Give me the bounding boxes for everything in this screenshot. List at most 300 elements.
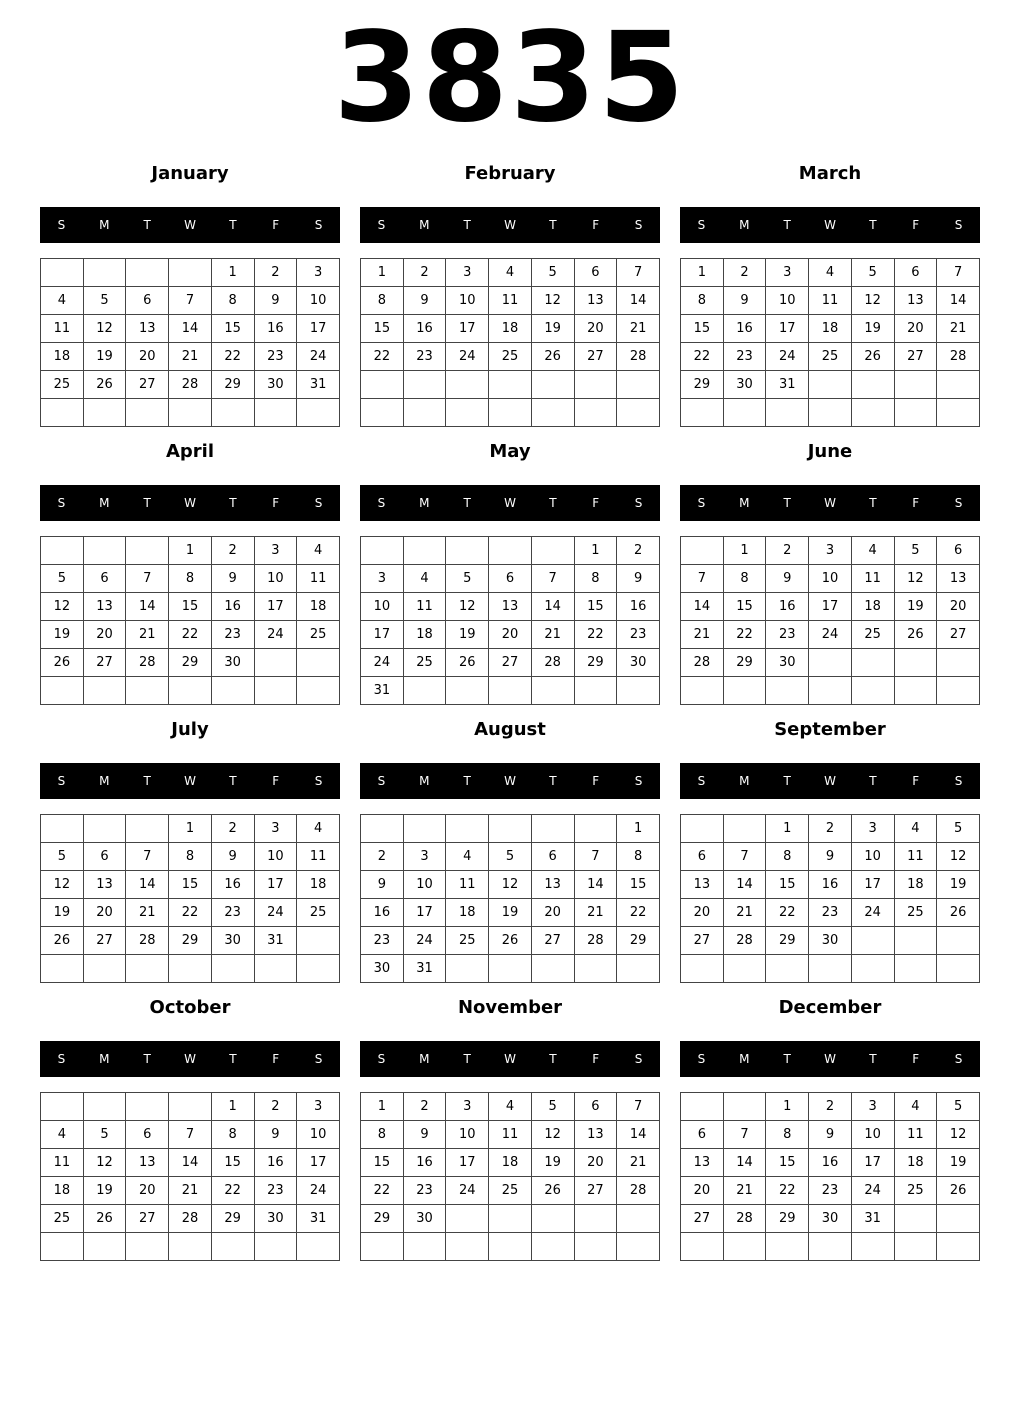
day-cell: 11 — [403, 593, 446, 621]
day-cell: 4 — [489, 1093, 532, 1121]
day-cell: 18 — [297, 871, 340, 899]
day-cell — [894, 371, 937, 399]
month-name: April — [165, 441, 215, 462]
week-row — [361, 677, 660, 705]
day-cell: 3 — [446, 259, 489, 287]
day-cell: 25 — [851, 621, 894, 649]
day-cell: 5 — [83, 287, 126, 315]
day-cell: 27 — [574, 343, 617, 371]
weekday-label: M — [739, 774, 750, 788]
day-cell: 19 — [851, 315, 894, 343]
day-cell — [297, 955, 340, 983]
day-cell: 25 — [41, 371, 84, 399]
day-cell — [937, 1205, 980, 1233]
day-cell: 18 — [894, 1149, 937, 1177]
day-grid — [360, 814, 660, 983]
day-cell: 12 — [937, 843, 980, 871]
week-row — [41, 399, 340, 427]
weekday-label: T — [463, 774, 471, 788]
week-row — [41, 259, 340, 287]
weekday-label: S — [634, 218, 643, 232]
day-cell: 20 — [894, 315, 937, 343]
day-cell: 29 — [766, 1205, 809, 1233]
weekday-header — [680, 207, 980, 243]
month-name: March — [798, 163, 862, 184]
day-cell: 27 — [937, 621, 980, 649]
day-cell: 28 — [723, 1205, 766, 1233]
day-cell: 12 — [851, 287, 894, 315]
day-cell: 22 — [169, 621, 212, 649]
day-cell: 3 — [446, 1093, 489, 1121]
weekday-label: T — [869, 774, 877, 788]
weekday-label: S — [954, 496, 963, 510]
day-cell: 5 — [83, 1121, 126, 1149]
day-cell — [574, 1233, 617, 1261]
week-row — [361, 1149, 660, 1177]
day-cell — [83, 1093, 126, 1121]
day-cell: 12 — [531, 1121, 574, 1149]
weekday-label: F — [272, 1052, 280, 1066]
day-cell: 10 — [403, 871, 446, 899]
day-cell — [531, 955, 574, 983]
day-cell — [361, 537, 404, 565]
day-cell — [851, 1233, 894, 1261]
day-cell: 8 — [361, 1121, 404, 1149]
weekday-label: T — [229, 496, 237, 510]
month-name: December — [778, 997, 882, 1018]
week-row — [361, 899, 660, 927]
day-cell: 7 — [126, 565, 169, 593]
day-cell: 31 — [403, 955, 446, 983]
weekday-label: M — [99, 218, 110, 232]
week-row — [361, 259, 660, 287]
day-cell: 4 — [41, 287, 84, 315]
day-cell — [574, 399, 617, 427]
day-cell — [361, 399, 404, 427]
day-cell — [403, 1233, 446, 1261]
day-cell: 5 — [41, 565, 84, 593]
week-row — [41, 565, 340, 593]
day-cell — [41, 1233, 84, 1261]
day-cell — [489, 371, 532, 399]
day-cell: 20 — [489, 621, 532, 649]
weekday-label: S — [634, 774, 643, 788]
day-cell: 14 — [617, 1121, 660, 1149]
day-cell: 26 — [937, 1177, 980, 1205]
day-cell — [83, 537, 126, 565]
week-row — [361, 1177, 660, 1205]
day-cell — [211, 1233, 254, 1261]
day-cell — [41, 815, 84, 843]
day-cell — [169, 677, 212, 705]
weekday-header — [360, 763, 660, 799]
weekday-label: S — [377, 1052, 386, 1066]
day-cell: 28 — [937, 343, 980, 371]
day-cell: 13 — [489, 593, 532, 621]
day-cell — [41, 955, 84, 983]
day-cell: 16 — [211, 593, 254, 621]
day-cell: 11 — [446, 871, 489, 899]
week-row — [41, 1093, 340, 1121]
day-cell: 3 — [809, 537, 852, 565]
day-cell — [361, 1233, 404, 1261]
day-cell: 26 — [894, 621, 937, 649]
day-cell: 17 — [254, 871, 297, 899]
day-cell: 29 — [723, 649, 766, 677]
day-cell — [574, 955, 617, 983]
day-cell — [617, 955, 660, 983]
week-row — [361, 399, 660, 427]
day-cell — [723, 815, 766, 843]
day-cell: 31 — [254, 927, 297, 955]
day-cell: 22 — [766, 899, 809, 927]
day-cell: 23 — [403, 1177, 446, 1205]
day-cell: 21 — [617, 315, 660, 343]
day-cell: 12 — [531, 287, 574, 315]
weekday-label: T — [143, 774, 151, 788]
day-cell: 6 — [681, 843, 724, 871]
week-row — [41, 537, 340, 565]
day-cell: 28 — [681, 649, 724, 677]
day-cell: 9 — [254, 287, 297, 315]
day-cell — [531, 1205, 574, 1233]
day-cell: 2 — [723, 259, 766, 287]
day-cell: 21 — [723, 899, 766, 927]
day-cell: 23 — [809, 899, 852, 927]
day-cell: 8 — [723, 565, 766, 593]
day-cell — [489, 1233, 532, 1261]
day-cell: 15 — [574, 593, 617, 621]
day-cell: 21 — [531, 621, 574, 649]
day-cell: 9 — [766, 565, 809, 593]
day-cell: 5 — [446, 565, 489, 593]
day-cell: 16 — [254, 1149, 297, 1177]
day-cell — [254, 677, 297, 705]
weekday-label: S — [697, 774, 706, 788]
day-cell: 31 — [851, 1205, 894, 1233]
day-cell: 24 — [851, 1177, 894, 1205]
day-cell: 27 — [126, 1205, 169, 1233]
day-cell: 12 — [41, 871, 84, 899]
day-cell — [937, 955, 980, 983]
week-row — [361, 1093, 660, 1121]
day-cell: 13 — [531, 871, 574, 899]
day-cell: 28 — [574, 927, 617, 955]
day-cell: 26 — [851, 343, 894, 371]
day-cell: 2 — [403, 1093, 446, 1121]
day-cell: 22 — [574, 621, 617, 649]
day-cell — [894, 677, 937, 705]
day-cell: 16 — [211, 871, 254, 899]
weekday-label: M — [99, 496, 110, 510]
weekday-label: S — [377, 496, 386, 510]
day-cell: 10 — [361, 593, 404, 621]
day-cell: 8 — [361, 287, 404, 315]
week-row — [361, 343, 660, 371]
weekday-label: S — [57, 774, 66, 788]
weekday-header — [680, 1041, 980, 1077]
week-row — [41, 621, 340, 649]
day-cell: 24 — [446, 1177, 489, 1205]
day-cell — [531, 677, 574, 705]
week-row — [41, 677, 340, 705]
day-cell — [809, 649, 852, 677]
day-cell: 12 — [41, 593, 84, 621]
day-cell: 25 — [403, 649, 446, 677]
day-cell: 27 — [83, 927, 126, 955]
day-cell: 22 — [169, 899, 212, 927]
weekday-label: S — [57, 1052, 66, 1066]
day-cell — [723, 1093, 766, 1121]
week-row — [41, 815, 340, 843]
day-cell: 10 — [446, 287, 489, 315]
day-cell: 24 — [254, 621, 297, 649]
day-cell: 11 — [894, 843, 937, 871]
month-name: June — [807, 441, 853, 462]
week-row — [681, 927, 980, 955]
weekday-label: S — [634, 1052, 643, 1066]
week-row — [681, 343, 980, 371]
day-cell: 2 — [809, 1093, 852, 1121]
day-cell — [617, 677, 660, 705]
weekday-label: S — [314, 218, 323, 232]
day-cell: 3 — [254, 537, 297, 565]
day-cell: 20 — [83, 621, 126, 649]
day-cell: 20 — [681, 899, 724, 927]
day-cell: 22 — [681, 343, 724, 371]
day-cell: 5 — [894, 537, 937, 565]
day-cell: 8 — [169, 843, 212, 871]
weekday-label: T — [549, 774, 557, 788]
day-cell: 30 — [211, 927, 254, 955]
day-cell: 19 — [531, 1149, 574, 1177]
day-cell: 16 — [361, 899, 404, 927]
day-cell: 6 — [894, 259, 937, 287]
day-cell — [723, 1233, 766, 1261]
day-cell: 19 — [489, 899, 532, 927]
day-cell: 7 — [723, 843, 766, 871]
day-cell: 18 — [403, 621, 446, 649]
day-cell: 23 — [617, 621, 660, 649]
day-cell: 26 — [531, 1177, 574, 1205]
day-cell — [211, 677, 254, 705]
weekday-label: T — [869, 218, 877, 232]
weekday-label: T — [229, 1052, 237, 1066]
day-cell — [894, 1233, 937, 1261]
day-cell: 23 — [211, 621, 254, 649]
day-cell: 8 — [617, 843, 660, 871]
weekday-label: T — [143, 496, 151, 510]
week-row — [681, 1205, 980, 1233]
day-cell — [574, 1205, 617, 1233]
day-cell: 5 — [851, 259, 894, 287]
week-row — [41, 315, 340, 343]
day-cell: 24 — [297, 1177, 340, 1205]
day-cell: 4 — [489, 259, 532, 287]
week-row — [41, 843, 340, 871]
day-cell — [489, 677, 532, 705]
weekday-label: F — [912, 218, 920, 232]
week-row — [41, 1205, 340, 1233]
day-cell: 29 — [169, 649, 212, 677]
weekday-label: T — [869, 496, 877, 510]
day-cell: 17 — [446, 315, 489, 343]
weekday-label: F — [592, 1052, 600, 1066]
month-name: November — [457, 997, 563, 1018]
day-cell: 8 — [211, 1121, 254, 1149]
day-cell: 28 — [723, 927, 766, 955]
week-row — [361, 1233, 660, 1261]
day-cell: 10 — [297, 287, 340, 315]
day-cell: 22 — [211, 1177, 254, 1205]
day-cell — [617, 1233, 660, 1261]
weekday-label: M — [739, 496, 750, 510]
day-cell: 13 — [126, 315, 169, 343]
day-cell: 19 — [894, 593, 937, 621]
day-cell: 3 — [403, 843, 446, 871]
day-cell: 4 — [894, 815, 937, 843]
day-cell: 24 — [361, 649, 404, 677]
day-cell: 20 — [574, 315, 617, 343]
day-cell: 19 — [937, 871, 980, 899]
week-row — [41, 287, 340, 315]
day-cell: 16 — [617, 593, 660, 621]
day-cell: 23 — [254, 1177, 297, 1205]
week-row — [681, 621, 980, 649]
day-cell: 5 — [531, 1093, 574, 1121]
day-cell — [531, 399, 574, 427]
day-cell: 18 — [851, 593, 894, 621]
day-cell — [894, 399, 937, 427]
day-grid — [680, 814, 980, 983]
day-cell: 26 — [937, 899, 980, 927]
day-cell: 6 — [126, 1121, 169, 1149]
day-cell: 28 — [169, 1205, 212, 1233]
day-cell: 14 — [169, 315, 212, 343]
day-cell — [83, 815, 126, 843]
day-cell: 5 — [41, 843, 84, 871]
week-row — [41, 1149, 340, 1177]
weekday-label: W — [504, 1052, 516, 1066]
day-cell — [446, 815, 489, 843]
day-cell: 22 — [723, 621, 766, 649]
week-row — [41, 1121, 340, 1149]
day-cell: 12 — [894, 565, 937, 593]
day-cell: 27 — [681, 1205, 724, 1233]
weekday-label: S — [954, 1052, 963, 1066]
day-cell — [446, 537, 489, 565]
day-cell: 15 — [617, 871, 660, 899]
day-cell: 20 — [531, 899, 574, 927]
day-cell — [254, 399, 297, 427]
weekday-label: S — [697, 496, 706, 510]
day-cell: 26 — [446, 649, 489, 677]
day-cell: 2 — [617, 537, 660, 565]
day-cell: 21 — [723, 1177, 766, 1205]
day-cell: 17 — [851, 871, 894, 899]
day-cell: 19 — [83, 1177, 126, 1205]
day-cell — [169, 259, 212, 287]
weekday-label: S — [377, 218, 386, 232]
day-cell: 15 — [169, 871, 212, 899]
day-cell: 29 — [211, 1205, 254, 1233]
week-row — [361, 1205, 660, 1233]
day-cell — [617, 371, 660, 399]
day-cell — [809, 1233, 852, 1261]
day-grid — [40, 258, 340, 427]
day-cell: 6 — [531, 843, 574, 871]
day-cell — [403, 537, 446, 565]
day-cell: 6 — [83, 843, 126, 871]
day-cell: 2 — [254, 1093, 297, 1121]
week-row — [681, 399, 980, 427]
day-cell: 30 — [254, 1205, 297, 1233]
day-cell — [126, 259, 169, 287]
day-cell: 1 — [617, 815, 660, 843]
day-cell: 1 — [211, 1093, 254, 1121]
day-cell — [211, 399, 254, 427]
day-cell: 25 — [297, 899, 340, 927]
week-row — [681, 287, 980, 315]
week-row — [41, 371, 340, 399]
day-cell — [297, 649, 340, 677]
day-cell — [531, 537, 574, 565]
day-cell: 2 — [361, 843, 404, 871]
week-row — [361, 287, 660, 315]
weekday-label: S — [697, 1052, 706, 1066]
weekday-label: T — [463, 218, 471, 232]
day-cell: 9 — [403, 287, 446, 315]
day-cell: 21 — [617, 1149, 660, 1177]
week-row — [361, 955, 660, 983]
day-cell: 13 — [681, 1149, 724, 1177]
day-cell — [937, 1233, 980, 1261]
week-row — [41, 593, 340, 621]
week-row — [41, 1177, 340, 1205]
week-row — [361, 593, 660, 621]
day-cell: 23 — [403, 343, 446, 371]
weekday-label: S — [634, 496, 643, 510]
day-cell — [809, 955, 852, 983]
weekday-label: T — [549, 218, 557, 232]
day-cell: 16 — [254, 315, 297, 343]
day-cell: 4 — [851, 537, 894, 565]
day-cell — [937, 677, 980, 705]
day-cell — [83, 677, 126, 705]
day-cell — [894, 927, 937, 955]
weekday-label: S — [314, 1052, 323, 1066]
weekday-header — [40, 485, 340, 521]
day-cell: 24 — [851, 899, 894, 927]
day-cell: 23 — [211, 899, 254, 927]
day-cell: 10 — [446, 1121, 489, 1149]
weekday-label: F — [912, 496, 920, 510]
weekday-label: F — [272, 496, 280, 510]
day-grid — [40, 814, 340, 983]
day-cell: 18 — [894, 871, 937, 899]
day-cell: 25 — [489, 343, 532, 371]
day-cell: 5 — [937, 1093, 980, 1121]
day-cell: 20 — [937, 593, 980, 621]
day-cell: 25 — [489, 1177, 532, 1205]
week-row — [41, 1233, 340, 1261]
day-cell: 13 — [574, 1121, 617, 1149]
day-cell: 11 — [297, 843, 340, 871]
day-cell: 20 — [574, 1149, 617, 1177]
weekday-header — [360, 485, 660, 521]
day-cell: 11 — [894, 1121, 937, 1149]
week-row — [681, 315, 980, 343]
